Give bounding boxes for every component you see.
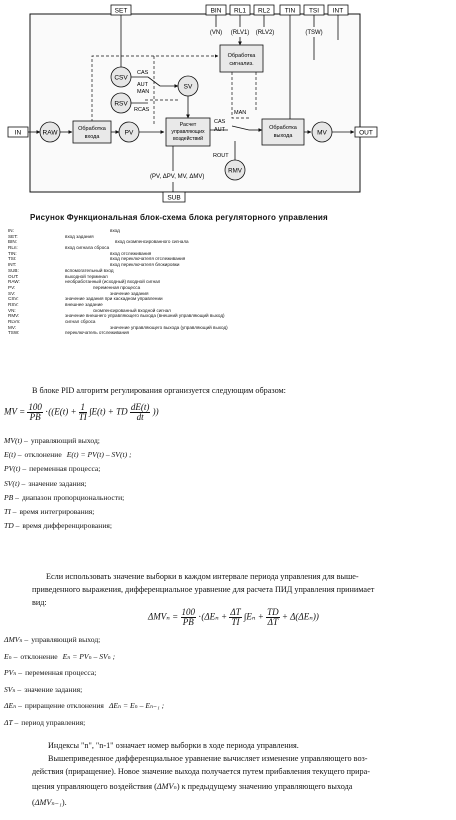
legend-value: сигнал сброса: [65, 319, 96, 324]
legend-key: RSV:: [8, 301, 19, 307]
legend-key: TSW:: [8, 330, 20, 336]
legend-value: вход переключателя отслеживания: [110, 256, 186, 262]
legend-key: VN:: [8, 307, 16, 313]
legend-key: RAW:: [8, 279, 20, 285]
definition-text: период управления;: [21, 717, 86, 727]
para2-line5b: ).: [61, 798, 67, 807]
legend-value: значение внешнего управляющего выхода (внешний управляющий выход): [65, 313, 225, 319]
legend-value: вход сигнала сброса: [65, 245, 110, 251]
input-block-line2: входа: [84, 134, 100, 140]
rout-label: ROUT: [213, 153, 229, 159]
legend-key: CSV:: [8, 296, 19, 302]
para2-line5: [32, 797, 67, 807]
eq1-coef-den: PB: [29, 412, 41, 422]
para2-line2: Вышеприведенное дифференциальное уравнение вычисляет изменение управляющего воз-: [48, 754, 368, 763]
switch-rcas-label: RCAS: [134, 107, 150, 113]
definition-text: управляющий выход;: [30, 436, 100, 445]
terminal-int-label: INT: [332, 7, 344, 15]
legend-value: вход отслеживания: [110, 250, 152, 256]
definition-text: управляющий выход;: [31, 635, 101, 644]
pid-intro: В блоке PID алгоритм регулирования организуется следующим образом:: [32, 386, 286, 395]
definition-row: [4, 685, 164, 702]
rmv-label: RMV: [228, 167, 242, 175]
legend-key: TSI:: [8, 256, 17, 262]
legend-value: значение управляющего выхода (управляющий выход): [110, 324, 228, 330]
eq1-deriv-num: dE(t): [130, 402, 150, 412]
eq1-deriv-den: dt: [136, 412, 144, 422]
para2-line4a: щения управляющего воздействия (: [32, 782, 157, 791]
legend-value: необработанный (исходный) входной сигнал: [65, 279, 161, 285]
legend-key: TIN:: [8, 250, 17, 256]
para2-sym1: ΔMVₙ: [156, 782, 177, 791]
pv-label: PV: [124, 129, 134, 137]
port-sub-label: SUB: [167, 194, 181, 202]
definition-text: значение задания;: [28, 478, 87, 488]
definition-text: отклонение: [20, 651, 58, 661]
out-cas-label: CAS: [214, 119, 226, 125]
legend-key: OUT:: [8, 273, 19, 279]
port-out-label: OUT: [359, 129, 373, 137]
label-vn: (VN): [209, 30, 223, 36]
signal-block-line1: Обработка: [227, 53, 256, 59]
definition-text: время дифференцирования;: [22, 521, 112, 531]
definition-row: [4, 718, 164, 735]
definition-text: переменная процесса;: [29, 464, 101, 474]
definition-row: [4, 493, 132, 507]
legend-value: вспомогательный вход: [65, 267, 114, 273]
legend-value: внешнее задание: [65, 301, 103, 307]
eq1-mid: ⋅((E(t) +: [45, 406, 79, 417]
definition-formula: E(t) = PV(t) – SV(t) ;: [66, 450, 132, 460]
para2-line1: Индексы "n", "n-1" означает номер выборки в ходе периода управления.: [48, 741, 299, 750]
definition-row: [4, 668, 164, 685]
eq1-integral: ∫E(t) + TD: [89, 406, 128, 417]
definition-text: переменная процесса;: [25, 668, 97, 677]
para2-line3: действия (приращение). Новое значение выхода получается путем прибавления текущего прира-: [32, 767, 370, 776]
legend-value: выходной терминал: [65, 273, 108, 279]
eq1-coef-num: 100: [28, 402, 42, 412]
definition-symbol: MV(t) –: [4, 436, 28, 445]
out-aut-label: AUT: [214, 127, 225, 133]
terminal-tin-label: TIN: [284, 7, 296, 15]
eq2-integral: ∫Eₙ +: [243, 611, 267, 622]
legend-key: RMV:: [8, 313, 20, 319]
eq2-deriv-num: TD: [267, 607, 279, 617]
definition-row: [4, 507, 132, 521]
definition-symbol: TD –: [4, 521, 20, 531]
definition-text: приращение отклонения: [24, 701, 104, 710]
definition-row: [4, 479, 132, 493]
legend-key: BIN:: [8, 239, 17, 245]
eq1-int-den: TI: [78, 412, 87, 422]
para1-line2: приведенного выражения, дифференциальное уравнение для расчета ПИД управления принимает: [32, 585, 375, 594]
definition-symbol: TI –: [4, 506, 17, 516]
para2-line4: [32, 781, 352, 791]
eq2-coef-num: 100: [181, 607, 195, 617]
mv-label: MV: [317, 129, 327, 137]
output-block-line1: Обработка: [269, 125, 297, 131]
eq2-mid: ⋅(ΔEₙ +: [198, 611, 230, 622]
legend-key: SV:: [8, 290, 16, 296]
figure-caption: Рисунок Функциональная блок-схема блока регуляторного управления: [30, 213, 328, 222]
calc-block-line3: воздействий: [172, 136, 204, 142]
switch-cas-label: CAS: [137, 70, 149, 76]
eq2-int-num: ΔT: [230, 607, 241, 617]
legend-value: значение задания при каскадном управлении: [65, 296, 163, 302]
definition-text: время интегрирования;: [19, 506, 95, 516]
terminal-rl1-label: RL1: [234, 7, 246, 15]
definition-row: [4, 521, 132, 535]
legend-value: вход переключателя блокировки: [110, 262, 180, 268]
definition-symbol: ΔMVₙ –: [4, 635, 29, 644]
terminal-bin-label: BIN: [210, 7, 222, 15]
terminal-tsi-label: TSI: [308, 7, 320, 15]
eq2-int-frac: [229, 608, 241, 627]
eq1-coef: [27, 403, 43, 422]
terminal-set-label: SET: [114, 7, 128, 15]
eq2-coef: [181, 608, 197, 627]
legend-key: RLn:: [8, 245, 18, 251]
para1-line1: Если использовать значение выборки в каждом интервале периода управления для выше-: [46, 572, 359, 581]
eq2-prefix: ΔMVₙ =: [148, 611, 181, 622]
legend-value: вход: [110, 228, 120, 233]
eq1-end: )): [152, 406, 159, 417]
eq2-deriv-frac: [266, 608, 280, 627]
label-rlv1: (RLV1): [230, 30, 250, 36]
out-man-label: MAN: [234, 110, 247, 116]
definition-text: отклонение: [24, 450, 62, 460]
legend-value: скомпенсированный входной сигнал: [93, 307, 171, 313]
legend-key: INT:: [8, 262, 17, 268]
legend-key: SET:: [8, 233, 18, 239]
legend-key: PV:: [8, 284, 16, 290]
csv-label: CSV: [114, 74, 128, 82]
input-block-line1: Обработка: [78, 126, 106, 132]
legend-value: переключатель отслеживания: [65, 330, 130, 336]
eq2-deriv-den: ΔT: [267, 617, 278, 627]
para2-line5a: (: [32, 798, 35, 807]
legend-key: RLVn:: [8, 319, 21, 324]
definition-symbol: ΔT –: [4, 717, 19, 727]
definition-symbol: PV(t) –: [4, 464, 27, 474]
definition-symbol: SV(t) –: [4, 478, 26, 488]
legend-key: MV:: [8, 324, 16, 330]
legend-row: [8, 330, 448, 336]
port-in-label: IN: [14, 129, 22, 137]
switch-aut-label: AUT: [137, 82, 148, 88]
block-diagram: [0, 0, 456, 210]
para1-line3: вид:: [32, 598, 47, 607]
definition-formula: ΔEₙ = Eₙ – Eₙ₋₁ ;: [108, 701, 165, 710]
legend-key: SUB:: [8, 267, 19, 273]
calc-block-line1: Расчет: [179, 122, 197, 128]
label-tsw: (TSW): [305, 30, 323, 36]
output-processing-block: [262, 119, 304, 145]
sv-label: SV: [183, 83, 193, 91]
definition-symbol: Eₙ –: [4, 651, 18, 661]
raw-label: RAW: [42, 129, 58, 137]
definition-row: [4, 464, 132, 478]
legend-value: вход задания: [65, 233, 94, 239]
output-block-line2: выхода: [273, 133, 293, 139]
equation-pid-discrete: [148, 608, 319, 627]
switch-man-label: MAN: [137, 89, 150, 95]
sub-signals-label: (PV, ΔPV, MV, ΔMV): [150, 174, 205, 180]
definition-row: [4, 436, 132, 450]
label-rlv2: (RLV2): [255, 30, 275, 36]
definitions-1: [4, 436, 132, 535]
definitions-2: [4, 635, 164, 734]
block-frame: [30, 14, 360, 192]
eq2-end: + Δ(ΔEₙ)): [281, 611, 319, 622]
terminal-rl2-label: RL2: [258, 7, 270, 15]
eq2-int-den: TI: [231, 617, 240, 627]
definition-row: [4, 635, 164, 652]
eq1-deriv-frac: [130, 403, 151, 422]
eq1-prefix: MV =: [4, 406, 28, 417]
eq2-coef-den: PB: [182, 617, 194, 627]
legend-value: вход скомпенсированного сигнала: [115, 239, 189, 245]
definition-symbol: E(t) –: [4, 450, 22, 460]
definition-row: [4, 652, 164, 669]
rsv-label: RSV: [114, 100, 128, 108]
signal-block-line2: сигнализ.: [229, 61, 254, 67]
equation-pid-continuous: [4, 403, 159, 422]
definition-symbol: ΔEₙ –: [4, 701, 22, 710]
legend-value: значение задания: [110, 290, 149, 296]
eq1-int-frac: [79, 403, 87, 422]
definition-formula: Eₙ = PVₙ – SVₙ ;: [62, 651, 116, 661]
legend: [8, 228, 448, 336]
definition-row: [4, 701, 164, 718]
definition-row: [4, 450, 132, 464]
definition-symbol: PVₙ –: [4, 668, 23, 677]
legend-value: переменная процесса: [93, 284, 141, 290]
eq1-int-num: 1: [80, 402, 86, 412]
para2-line4b: ) к предыдущему значению управляющего выхода: [176, 782, 353, 791]
calc-block-line2: управляющих: [171, 129, 205, 135]
legend-key: IN:: [8, 228, 14, 233]
definition-symbol: SVₙ –: [4, 684, 22, 694]
definition-text: значение задания;: [24, 684, 83, 694]
definition-symbol: PB –: [4, 492, 19, 502]
para2-sym2: ΔMVₙ₋₁: [34, 798, 62, 807]
definition-text: диапазон пропорциональности;: [21, 492, 125, 502]
